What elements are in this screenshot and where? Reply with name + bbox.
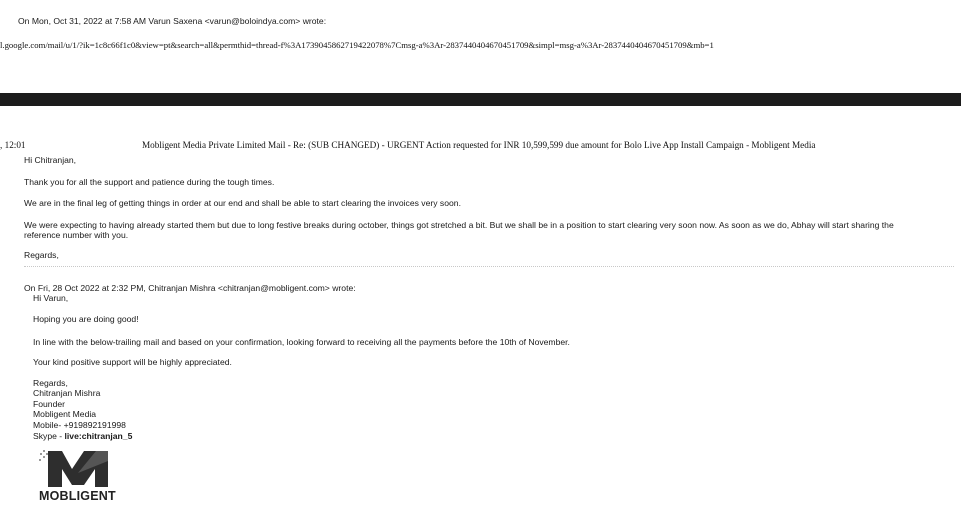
signature-mobile: Mobile- +919892191998 [33, 420, 126, 430]
print-url: l.google.com/mail/u/1/?ik=1c8c66f1c0&view=pt&search=all&permthid=thread-f%3A1739045862719422078%7Cmsg-a%3Ar-2837440404670451709&simpl=msg-a%3Ar-2837440404670451709&mb=1 [0, 40, 714, 50]
reply-greeting: Hi Chitranjan, [24, 155, 77, 165]
earlier-quote-header: On Mon, Oct 31, 2022 at 7:58 AM Varun Saxena <varun@boloindya.com> wrote: [18, 16, 327, 26]
print-time: , 12:01 [0, 140, 26, 150]
reply-paragraph-2: We are in the final leg of getting things in order at our end and shall be able to start clearing the invoices very soon. [24, 198, 461, 208]
logo-text: MOBLIGENT [39, 489, 116, 503]
print-title: Mobligent Media Private Limited Mail - Re: (SUB CHANGED) - URGENT Action requested for INR 10,599,599 due amount for Bolo Live App Install Campaign - Mobligent Media [142, 140, 816, 150]
divider [24, 266, 954, 267]
signature-company: Mobligent Media [33, 409, 97, 419]
signature-skype [33, 431, 132, 441]
signature-skype-id: live:chitranjan_5 [64, 431, 133, 441]
reply-paragraph-1: Thank you for all the support and patience during the tough times. [24, 177, 275, 187]
quoted-paragraph-2: In line with the below-trailing mail and based on your confirmation, looking forward to receiving all the payments before the 10th of November. [33, 337, 570, 347]
reply-paragraph-3-line-2: reference number with you. [24, 230, 129, 240]
signature-name: Chitranjan Mishra [33, 388, 101, 398]
quoted-paragraph-1: Hoping you are doing good! [33, 314, 139, 324]
reply-closing: Regards, [24, 250, 59, 260]
page-break-bar [0, 93, 961, 106]
quoted-greeting: Hi Varun, [33, 293, 69, 303]
signature-role: Founder [33, 399, 66, 409]
reply-paragraph-3-line-1: We were expecting to having already started them but due to long festive breaks during october, things got stretched a bit. But we shall be in a position to start clearing very soon now. As soon as we do, Abhay will start sharing the [24, 220, 894, 230]
quoted-header: On Fri, 28 Oct 2022 at 2:32 PM, Chitranjan Mishra <chitranjan@mobligent.com> wrote: [24, 283, 356, 293]
signature-skype-label: Skype - [33, 431, 65, 441]
quoted-paragraph-3: Your kind positive support will be highly appreciated. [33, 357, 232, 367]
signature-regards: Regards, [33, 378, 68, 388]
